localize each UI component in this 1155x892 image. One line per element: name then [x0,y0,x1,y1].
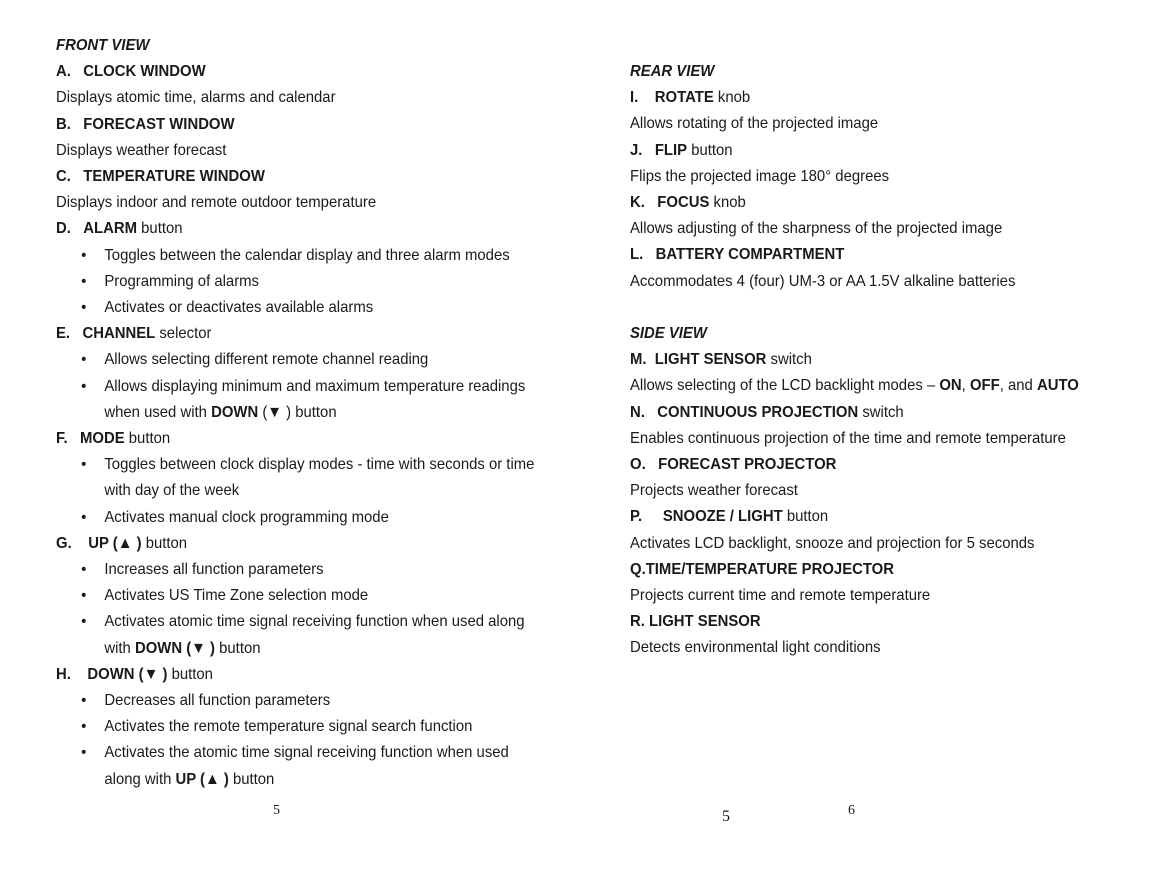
list-item: • Programming of alarms [81,272,260,290]
item-c-desc: Displays indoor and remote outdoor temperature [56,194,377,212]
list-item-continuation: with day of the week [104,482,240,500]
rear-view-heading: REAR VIEW [630,63,715,80]
list-item: • Activates atomic time signal receiving function when used along [81,613,525,631]
item-m-desc: Allows selecting of the LCD backlight modes – ON, OFF, and AUTO [630,377,1079,395]
page-number-middle: 5 [722,808,730,825]
front-view-column [56,33,576,793]
list-item: • Activates the atomic time signal receiving function when used [81,744,509,762]
list-item-continuation: along with UP (▲ ) button [104,770,275,788]
list-item: • Toggles between clock display modes - time with seconds or time [81,456,535,474]
item-n-desc: Enables continuous projection of the time and remote temperature [630,429,1066,447]
list-item: • Toggles between the calendar display and three alarm modes [81,246,510,264]
item-o-title: O. FORECAST PROJECTOR [630,456,837,474]
list-item: • Decreases all function parameters [81,692,331,710]
side-view-heading: SIDE VIEW [630,325,707,343]
item-c-title: C. TEMPERATURE WINDOW [56,168,265,186]
list-item: • Activates manual clock programming mode [81,508,389,526]
item-j-desc: Flips the projected image 180° degrees [630,167,890,185]
item-a-title: A. CLOCK WINDOW [56,63,206,81]
list-item: • Activates US Time Zone selection mode [81,587,369,605]
item-i-title: I. ROTATE knob [630,89,751,107]
item-r-title: R. LIGHT SENSOR [630,613,761,631]
list-item-continuation: when used with DOWN (▼ ) button [104,403,337,421]
item-j-title: J. FLIP button [630,141,733,159]
item-i-desc: Allows rotating of the projected image [630,115,879,133]
item-d-title: D. ALARM button [56,220,183,238]
item-r-desc: Detects environmental light conditions [630,639,881,657]
item-p-desc: Activates LCD backlight, snooze and projection for 5 seconds [630,534,1035,552]
item-k-desc: Allows adjusting of the sharpness of the projected image [630,220,1003,238]
item-e-title: E. CHANNEL selector [56,325,212,343]
item-q-title: Q.TIME/TEMPERATURE PROJECTOR [630,560,895,578]
item-f-title: F. MODE button [56,430,171,448]
item-b-title: B. FORECAST WINDOW [56,115,235,133]
section-gap [630,295,1150,321]
list-item-continuation: with DOWN (▼ ) button [104,639,261,657]
item-a-desc: Displays atomic time, alarms and calendar [56,89,336,107]
item-n-title: N. CONTINUOUS PROJECTION switch [630,403,904,421]
item-k-title: K. FOCUS knob [630,194,746,212]
list-item: • Activates the remote temperature signal search function [81,718,473,736]
item-m-title: M. LIGHT SENSOR switch [630,351,812,369]
item-b-desc: Displays weather forecast [56,141,227,159]
item-l-title: L. BATTERY COMPARTMENT [630,246,845,264]
list-item: • Activates or deactivates available alarms [81,299,374,317]
item-l-desc: Accommodates 4 (four) UM-3 or AA 1.5V alkaline batteries [630,272,1016,290]
list-item: • Allows selecting different remote channel reading [81,351,429,369]
item-h-title: H. DOWN (▼ ) button [56,665,213,683]
item-p-title: P. SNOOZE / LIGHT button [630,508,829,526]
item-q-desc: Projects current time and remote temperature [630,587,931,605]
item-g-title: G. UP (▲ ) button [56,534,188,552]
front-view-heading: FRONT VIEW [56,37,150,54]
page-number-left: 5 [273,803,280,818]
list-item: • Increases all function parameters [81,561,324,579]
page-number-right: 6 [848,803,855,818]
item-o-desc: Projects weather forecast [630,482,798,500]
list-item: • Allows displaying minimum and maximum temperature readings [81,377,526,395]
rear-side-view-column [630,59,1150,662]
